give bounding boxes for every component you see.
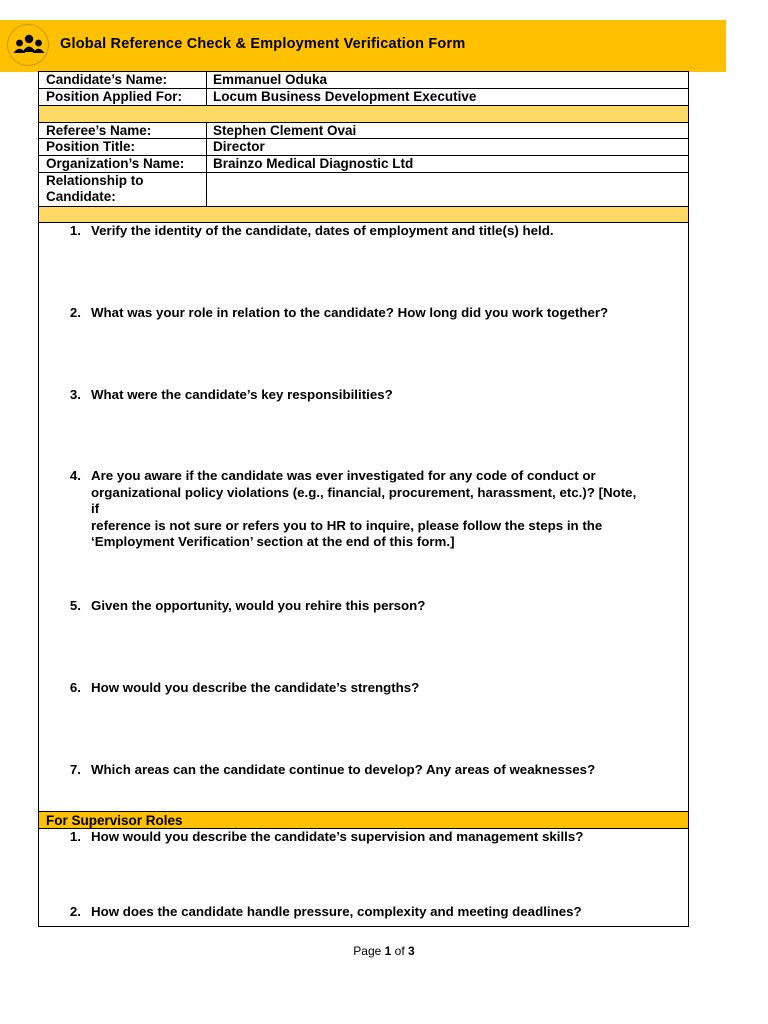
question-line: What was your role in relation to the candidate? How long did you work together? <box>91 305 609 320</box>
question-line: organizational policy violations (e.g., financial, procurement, harassment, etc.)? [Note, if <box>91 484 637 516</box>
question-number: 1. <box>69 829 81 844</box>
position-applied-row <box>39 89 688 106</box>
question-text <box>91 223 639 240</box>
question-number: 6. <box>69 680 81 695</box>
question-line: Given the opportunity, would you rehire this person? <box>91 598 426 613</box>
questions-section[interactable] <box>39 223 688 812</box>
organization-label: Organization’s Name: <box>39 156 207 172</box>
organization-field[interactable]: Brainzo Medical Diagnostic Ltd <box>213 156 414 171</box>
relationship-field[interactable] <box>207 173 688 206</box>
question-number: 5. <box>69 598 81 613</box>
page-current: 1 <box>384 944 392 958</box>
candidate-name-label: Candidate’s Name: <box>39 72 207 88</box>
question-line: ‘Employment Verification’ section at the end of this form.] <box>91 534 455 549</box>
question-2 <box>39 305 639 322</box>
of-word: of <box>394 944 405 958</box>
question-number: 3. <box>69 387 81 402</box>
question-line: reference is not sure or refers you to HR to inquire, please follow the steps in the <box>91 517 603 533</box>
question-6 <box>39 680 639 697</box>
question-text <box>91 762 639 779</box>
question-line: Are you aware if the candidate was ever investigated for any code of conduct or <box>91 468 596 483</box>
relationship-label-line-1: Relationship to <box>46 173 144 188</box>
question-text <box>91 598 639 615</box>
people-group-icon <box>7 24 49 66</box>
position-applied-field[interactable]: Locum Business Development Executive <box>213 89 477 104</box>
header-bar <box>0 20 726 72</box>
page-total: 3 <box>408 944 415 958</box>
question-number: 2. <box>69 305 81 320</box>
organization-row <box>39 156 688 173</box>
question-line: What were the candidate’s key responsibilities? <box>91 387 393 402</box>
reference-form <box>38 71 689 927</box>
page-word: Page <box>353 944 382 958</box>
position-applied-label: Position Applied For: <box>39 89 207 105</box>
position-title-row <box>39 139 688 156</box>
question-text <box>91 680 639 697</box>
form-title: Global Reference Check & Employment Verification Form <box>60 36 466 52</box>
question-7 <box>39 762 639 779</box>
question-4 <box>39 468 639 551</box>
page-footer <box>0 944 768 958</box>
question-text <box>91 387 639 404</box>
position-title-label: Position Title: <box>39 139 207 155</box>
question-5 <box>39 598 639 615</box>
relationship-label-line-2: Candidate: <box>46 189 116 204</box>
supervisor-question-2 <box>39 904 639 921</box>
question-number: 7. <box>69 762 81 777</box>
question-line: Which areas can the candidate continue to develop? Any areas of weaknesses? <box>91 762 596 777</box>
candidate-name-field[interactable]: Emmanuel Oduka <box>213 72 328 87</box>
question-text: How would you describe the candidate’s supervision and management skills? <box>91 829 584 844</box>
question-number: 4. <box>69 468 81 483</box>
question-text <box>91 305 639 322</box>
relationship-label <box>39 173 207 206</box>
question-line: Verify the identity of the candidate, dates of employment and title(s) held. <box>91 223 554 238</box>
question-1 <box>39 223 639 240</box>
section-divider <box>39 106 688 123</box>
question-number: 2. <box>69 904 81 919</box>
supervisor-questions-section[interactable] <box>39 829 688 926</box>
referee-name-label: Referee’s Name: <box>39 123 207 138</box>
position-title-field[interactable]: Director <box>213 139 265 154</box>
relationship-row <box>39 173 688 207</box>
supervisor-question-1 <box>39 829 639 846</box>
supervisor-roles-heading: For Supervisor Roles <box>39 812 688 829</box>
question-text: How does the candidate handle pressure, complexity and meeting deadlines? <box>91 904 582 919</box>
referee-name-field[interactable]: Stephen Clement Ovai <box>213 123 357 138</box>
section-divider <box>39 207 688 223</box>
question-text <box>91 468 639 551</box>
question-number: 1. <box>69 223 81 238</box>
referee-name-row <box>39 123 688 139</box>
question-line: How would you describe the candidate’s strengths? <box>91 680 420 695</box>
candidate-name-row <box>39 72 688 89</box>
question-3 <box>39 387 639 404</box>
